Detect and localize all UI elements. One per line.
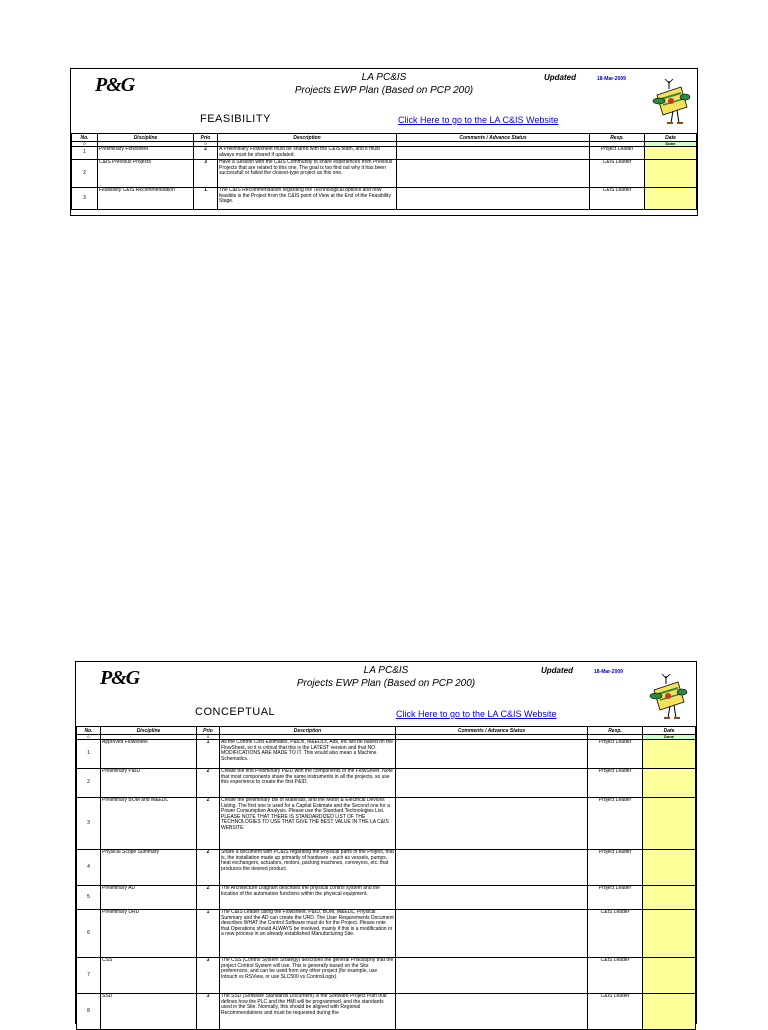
row-no: 3 [72, 188, 98, 210]
subheader-prio: 0 [197, 735, 220, 740]
row-resp: Project Leader [588, 850, 643, 886]
row-prio: 2 [197, 769, 220, 798]
row-date[interactable] [643, 910, 696, 958]
row-resp: Project Leader [590, 147, 645, 160]
row-date[interactable] [643, 740, 696, 769]
row-discipline: C&IS Previous Projects [98, 160, 194, 188]
subheader-done: Done [643, 735, 696, 740]
col-header-date: Date [645, 134, 697, 142]
table-row [77, 910, 696, 958]
row-discipline: Preliminary P&ID [101, 769, 197, 798]
row-discipline: Physical Scope Summary [101, 850, 197, 886]
col-header-resp: Resp. [588, 727, 643, 735]
row-resp: C&IS Leader [588, 958, 643, 994]
row-date[interactable] [643, 850, 696, 886]
row-prio: 2 [197, 850, 220, 886]
row-prio: 2 [197, 798, 220, 850]
pg-logo: P&G [95, 74, 135, 96]
row-date[interactable] [643, 994, 696, 1030]
row-resp: Project Leader [588, 769, 643, 798]
sheet-subtitle: Projects EWP Plan (Based on PCP 200) [294, 85, 474, 96]
table-row [77, 958, 696, 994]
subheader-prio: 0 [194, 142, 218, 147]
row-resp: C&IS Leader [588, 910, 643, 958]
row-resp: Project Leader [588, 886, 643, 910]
col-header-resp: Resp. [590, 134, 645, 142]
updated-date: 18-Mar-2009 [594, 669, 623, 675]
col-header-prio: Prio [194, 134, 218, 142]
row-comments[interactable] [396, 850, 588, 886]
row-date[interactable] [643, 769, 696, 798]
row-resp: Project Leader [588, 798, 643, 850]
row-description: The C&IS Recommendation regarding the Technological options and how feasible is the Project from the C&IS point of View at the End of the Feasibility Stage. [218, 188, 397, 210]
row-date[interactable] [643, 958, 696, 994]
row-prio: 1 [197, 740, 220, 769]
row-discipline: Approved Flowsheet [101, 740, 197, 769]
row-date[interactable] [643, 886, 696, 910]
row-no: 6 [77, 910, 101, 958]
row-prio: 2 [197, 886, 220, 910]
row-no: 4 [77, 850, 101, 886]
sheet-subtitle: Projects EWP Plan (Based on PCP 200) [296, 678, 476, 689]
row-description: Create the first Preliminary P&ID with the components of the FlowSheet. Note that most components share the same instruments in all the projects, so use this experience to create the first P&ID. [220, 769, 396, 798]
stage-title: FEASIBILITY [200, 113, 271, 125]
table-row [72, 147, 697, 160]
row-comments[interactable] [396, 910, 588, 958]
pg-logo: P&G [100, 667, 140, 689]
col-header-comments: Comments / Advance Status [396, 727, 588, 735]
subheader-done: Done [645, 142, 697, 147]
table-row [77, 886, 696, 910]
row-date[interactable] [645, 147, 697, 160]
row-description: Share a document with PC&IS regarding the Physical parts of the Project, that is, the installation made up primarily of hardware - such as vessels, pumps, heat exchangers, actuators, motors, packing machines, conveyors, etc. that produces the desired product. [220, 850, 396, 886]
updated-date: 18-Mar-2009 [597, 76, 626, 82]
col-header-comments: Comments / Advance Status [397, 134, 590, 142]
row-discipline: Preliminary URD [101, 910, 197, 958]
row-no: 2 [72, 160, 98, 188]
row-discipline: SSD [101, 994, 197, 1030]
mascot-clipart-icon [644, 672, 690, 724]
website-link[interactable]: Click Here to go to the LA C&IS Website [398, 115, 559, 125]
row-comments[interactable] [396, 958, 588, 994]
row-no: 7 [77, 958, 101, 994]
table-row [72, 160, 697, 188]
row-prio: 1 [194, 188, 218, 210]
row-date[interactable] [643, 798, 696, 850]
stage-title: CONCEPTUAL [195, 706, 276, 718]
row-prio: 3 [197, 958, 220, 994]
subheader-no: 0 [72, 142, 98, 147]
row-no: 1 [77, 740, 101, 769]
row-prio: 1 [197, 910, 220, 958]
col-header-description: Description [218, 134, 397, 142]
updated-label: Updated [544, 73, 576, 82]
row-description: The SSD (Software Standards Document) is the Software Project Plan that defines how the PLC and the HMI will be programmed, and the standards used in the Site. Normally, this should be aligned with Regional Recommendations and must be requested during the [220, 994, 396, 1030]
row-description: A Preliminary Flowsheet must be shared with the C&IS team, and it must always must be shared if updated. [218, 147, 397, 160]
row-discipline: Preliminary Flowsheet [98, 147, 194, 160]
row-comments[interactable] [397, 188, 590, 210]
row-discipline: Preliminary AD [101, 886, 197, 910]
row-resp: C&IS Leader [590, 160, 645, 188]
table-row [77, 850, 696, 886]
row-description: All the Control Cost Estimates, P&IDs, M&EDLs, Ads, etc will be based on the FlowSheet, so it is critical that this is the LATEST version and that NO MODIFICATIONS ARE MADE TO IT. This would also mean a Machine Schematics. [220, 740, 396, 769]
row-date[interactable] [645, 160, 697, 188]
table-header-row [77, 727, 696, 735]
row-comments[interactable] [396, 994, 588, 1030]
table-header-row [72, 134, 697, 142]
col-header-no: No. [77, 727, 101, 735]
row-no: 2 [77, 769, 101, 798]
row-no: 1 [72, 147, 98, 160]
feasibility-table [71, 133, 697, 210]
col-header-discipline: Discipline [101, 727, 197, 735]
row-resp: Project Leader [588, 740, 643, 769]
sheet-header [71, 69, 697, 133]
table-row [77, 769, 696, 798]
col-header-date: Date [643, 727, 696, 735]
conceptual-sheet [75, 661, 697, 1024]
row-comments[interactable] [397, 160, 590, 188]
row-discipline: CSS [101, 958, 197, 994]
col-header-discipline: Discipline [98, 134, 194, 142]
sheet-title: LA PC&IS [363, 665, 409, 676]
subheader-no: 0 [77, 735, 101, 740]
row-description: The Architecture Diagram describes the physical control system and the location of the automation functions within the physical equipment. [220, 886, 396, 910]
row-comments[interactable] [397, 147, 590, 160]
row-date[interactable] [645, 188, 697, 210]
row-no: 3 [77, 798, 101, 850]
row-resp: C&IS Leader [588, 994, 643, 1030]
row-comments[interactable] [396, 769, 588, 798]
row-comments[interactable] [396, 798, 588, 850]
row-no: 8 [77, 994, 101, 1030]
row-description: The CSS (Control System Strategy) describes the general Philosophy that the project Control System will use. This is generally based on the Site preferences, and can be used from any other project (for example, use Intouch vs RSView, or use SLC500 vs ControlLogix). [220, 958, 396, 994]
row-comments[interactable] [396, 886, 588, 910]
col-header-prio: Prio [197, 727, 220, 735]
col-header-no: No. [72, 134, 98, 142]
website-link[interactable]: Click Here to go to the LA C&IS Website [396, 709, 557, 719]
row-resp: C&IS Leader [590, 188, 645, 210]
feasibility-sheet [70, 68, 698, 216]
row-description: Have a Session with the C&IS Community to share experiences from Previous Projects that are related to this one. The goal is too find out why it has been successfull or failed the closest-type project as this one. [218, 160, 397, 188]
sheet-header [76, 662, 696, 726]
row-discipline: Preliminary BOM and M&EDL [101, 798, 197, 850]
table-row [77, 994, 696, 1030]
table-row [77, 798, 696, 850]
row-comments[interactable] [396, 740, 588, 769]
mascot-clipart-icon [647, 77, 693, 129]
table-row [77, 740, 696, 769]
updated-label: Updated [541, 666, 573, 675]
row-discipline: Feasibility C&IS Recommendation [98, 188, 194, 210]
row-prio: 3 [194, 160, 218, 188]
sheet-title: LA PC&IS [361, 72, 407, 83]
row-no: 5 [77, 886, 101, 910]
row-prio: 2 [194, 147, 218, 160]
row-prio: 3 [197, 994, 220, 1030]
row-description: The C&IS Leader using the Flowsheet, P&ID, BOM, M&EDL, Physical Summary and the AD can create the URD. The User Requirements Document describes WHAT the Control Software must do for the Project. Please note that Operations should ALWAYS be involved, mainly if this is a modification or a new process in an already established Manufacturing Site. [220, 910, 396, 958]
table-row [72, 188, 697, 210]
conceptual-table [76, 726, 696, 1030]
col-header-description: Description [220, 727, 396, 735]
row-description: Create the preliminary Bill of Materials, and the Motor & Electrical Devices Listing. The first one is used for a Capital Estimate and the Second one for a Power Consumption Analysis. Please use the Standard Technologies List. PLEASE NOTE THAT THERE IS STANDARDIZED LIST OF THE TECHNOLOGIES TO USE THAT GIVE THE BEST VALUE IN THE LA C&IS WEBSITE [220, 798, 396, 850]
